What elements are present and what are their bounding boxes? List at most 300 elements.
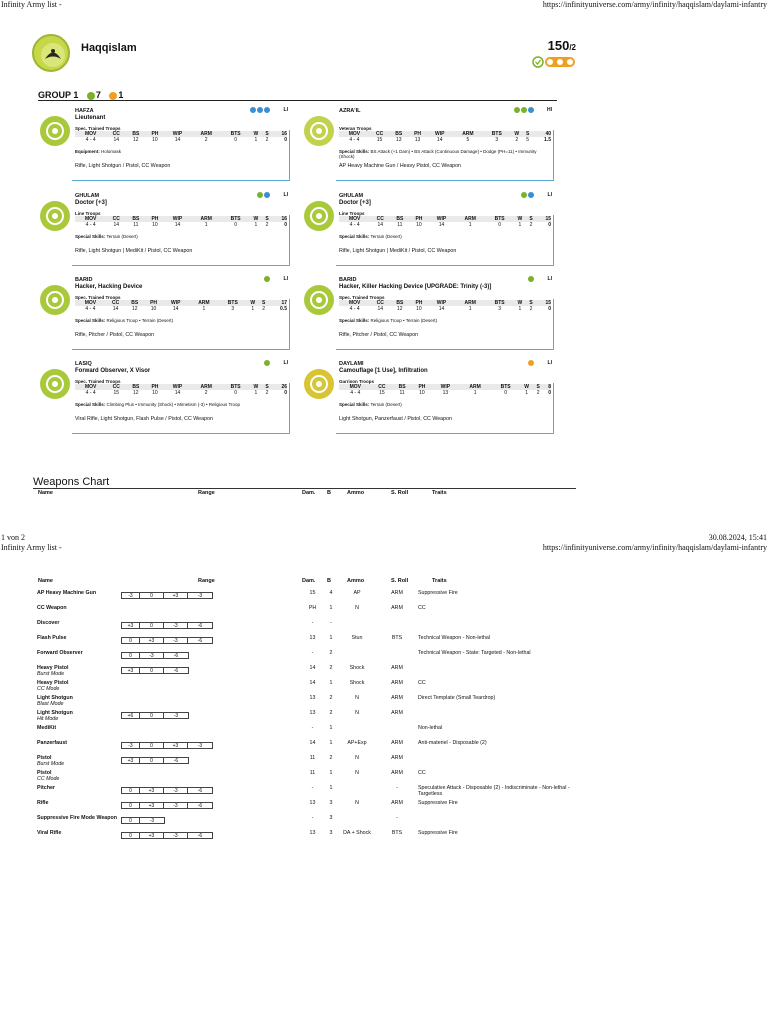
unit-troop-class: Garrison Troops — [339, 379, 375, 384]
stat-value: 14 — [174, 137, 181, 143]
unit-logo-icon — [304, 201, 334, 231]
unit-stats-table — [339, 384, 551, 396]
weapon-mode: CC Mode — [37, 776, 60, 782]
stat-value: 0 — [234, 390, 237, 396]
weapon-row — [37, 695, 588, 710]
stat-header: CC — [370, 216, 390, 222]
col-range: Range — [198, 578, 215, 584]
unit-stats-table — [75, 300, 287, 312]
stat-header: MOV — [339, 131, 370, 137]
unit-logo-icon — [40, 201, 70, 231]
stat-value: 1 — [473, 390, 477, 396]
stat-header: PH — [412, 384, 432, 390]
weapon-name-text: AP Heavy Machine Gun — [37, 590, 97, 596]
range-mod: -3 — [197, 743, 203, 749]
unit-equipment: AP Heavy Machine Gun / Heavy Pistol, CC Weapon — [339, 163, 461, 169]
weapon-range — [121, 725, 301, 740]
weapon-burst: 1 — [329, 740, 333, 746]
range-mod: +3 — [122, 668, 140, 674]
weapon-damage: 15 — [309, 590, 316, 596]
unit-stats-table — [75, 384, 287, 396]
stat-header: ARM — [452, 131, 483, 137]
unit-equipment: Rifle, Pitcher / Pistol, CC Weapon — [75, 332, 155, 338]
stat-value: 4 - 4 — [85, 390, 96, 396]
range-bar — [121, 667, 189, 674]
weapon-name — [37, 620, 121, 635]
weapon-traits: Technical Weapon - Non-lethal — [418, 635, 491, 641]
stat-header: BTS — [219, 300, 246, 306]
weapon-burst: 3 — [329, 830, 333, 836]
weapon-ammo — [338, 785, 376, 800]
weapon-burst: 2 — [329, 665, 333, 671]
stat-value: 1 — [254, 222, 258, 228]
weapon-ammo: N — [355, 755, 359, 761]
col-ammo: Ammo — [347, 490, 365, 496]
unit-card[interactable] — [302, 273, 554, 351]
range-mod: +3 — [140, 803, 164, 809]
unit-swc: 0 — [284, 137, 287, 143]
order-icon — [264, 192, 270, 198]
stat-header: WIP — [163, 300, 189, 306]
weapons-chart-divider — [33, 488, 576, 489]
card-border — [553, 383, 554, 433]
weapon-row — [37, 680, 588, 695]
stat-value: 0 — [234, 222, 237, 228]
stat-value: 3 — [498, 306, 501, 312]
stat-header: S — [259, 300, 268, 306]
stat-value: 4 - 4 — [85, 306, 96, 312]
range-mod: 0 — [122, 788, 140, 794]
stat-header: MOV — [75, 384, 106, 390]
range-mod: -3 — [140, 653, 164, 659]
stat-header: W — [249, 216, 262, 222]
order-icon — [264, 107, 270, 113]
range-mod: 0 — [140, 593, 164, 599]
weapon-traits: CC — [418, 770, 426, 776]
weapon-burst: 1 — [329, 635, 333, 641]
unit-card[interactable] — [38, 189, 290, 267]
stat-value: 11 — [397, 222, 403, 228]
weapon-name-text: Panzerfaust — [37, 740, 68, 746]
weapon-name — [37, 605, 121, 620]
weapon-name — [37, 680, 121, 695]
stat-value: 4 - 4 — [349, 222, 360, 228]
skills-label: Special Skills: — [339, 149, 370, 154]
order-icon — [264, 360, 270, 366]
weapon-save-roll — [376, 620, 418, 635]
weapon-traits: Suppressive Fire — [418, 590, 458, 596]
weapon-range — [121, 620, 301, 635]
stat-header: WIP — [165, 216, 191, 222]
weapon-name-text: Pistol — [37, 770, 52, 776]
card-border — [289, 383, 290, 433]
weapon-traits: CC — [418, 605, 426, 611]
weapon-name-text: Pitcher — [37, 785, 55, 791]
range-mod: +3 — [140, 788, 164, 794]
range-bar — [121, 592, 213, 599]
range-mod: -6 — [197, 788, 203, 794]
weapon-row — [37, 755, 588, 770]
stat-value: 5 — [526, 137, 530, 143]
range-mod: -3 — [164, 623, 188, 629]
unit-option: Doctor [+3] — [339, 200, 371, 206]
range-mod: +3 — [140, 638, 164, 644]
stat-value: 1 — [204, 222, 208, 228]
weapon-name — [37, 695, 121, 710]
stat-value: 15 — [379, 390, 385, 396]
unit-logo-icon — [304, 116, 334, 146]
weapon-burst: 4 — [329, 590, 333, 596]
unit-order-badges — [527, 276, 534, 284]
stat-value: 15 — [376, 137, 383, 143]
stat-header: MOV — [339, 384, 372, 390]
card-border — [553, 130, 554, 180]
order-icon — [528, 107, 534, 113]
range-mod: -3 — [149, 818, 155, 824]
page-title: Infinity Army list - — [1, 0, 62, 9]
unit-type: LI — [547, 276, 552, 282]
stat-header: MOV — [339, 300, 370, 306]
weapon-save-roll — [376, 650, 418, 665]
stat-header: BS — [126, 384, 145, 390]
stat-header: ARM — [191, 216, 222, 222]
unit-type: LI — [283, 276, 288, 282]
range-mod: 0 — [122, 803, 140, 809]
range-mod: 0 — [122, 638, 140, 644]
regular-order-icon — [87, 92, 95, 100]
weapon-ammo: N — [355, 695, 359, 701]
stat-header: BS — [126, 131, 145, 137]
weapons-table — [37, 590, 588, 845]
unit-skills — [339, 149, 549, 159]
weapon-burst: 1 — [329, 680, 333, 686]
weapon-ammo: Shock — [349, 665, 365, 671]
stat-header: PH — [145, 384, 164, 390]
weapon-name — [37, 740, 121, 755]
range-mod: +3 — [164, 593, 188, 599]
unit-troop-class: Spec. Trained Troops — [75, 295, 121, 300]
unit-skills — [75, 402, 285, 407]
weapon-name-text: Heavy Pistol — [37, 680, 69, 686]
stat-header: WIP — [429, 300, 455, 306]
unit-points: 15 — [536, 300, 551, 306]
card-divider — [336, 265, 554, 266]
weapon-row — [37, 710, 588, 725]
order-icon — [250, 107, 256, 113]
unit-option: Hacker, Killer Hacking Device [UPGRADE: Trinity (-3)] — [339, 284, 492, 290]
order-icon — [521, 192, 527, 198]
weapon-name-text: Light Shotgun — [37, 695, 73, 701]
card-border — [289, 215, 290, 265]
unit-skills — [339, 234, 549, 239]
stat-header: S — [533, 384, 543, 390]
weapons-chart-title: Weapons Chart — [33, 476, 110, 488]
unit-card[interactable] — [38, 357, 290, 435]
stat-header: MOV — [75, 131, 106, 137]
group-label: GROUP 1 — [38, 90, 79, 100]
weapon-range — [121, 755, 301, 770]
stat-value: 14 — [174, 390, 181, 396]
stat-value: 10 — [152, 222, 158, 228]
order-icon — [264, 276, 270, 282]
stat-value: 10 — [152, 137, 158, 143]
unit-order-badges — [263, 360, 270, 368]
unit-card[interactable] — [38, 104, 290, 182]
weapon-save-roll: ARM — [391, 695, 403, 701]
stat-header: S — [526, 216, 535, 222]
stat-value: 3 — [495, 137, 499, 143]
unit-type: LI — [547, 360, 552, 366]
page-title: Infinity Army list - — [1, 543, 62, 552]
stat-header: ARM — [191, 131, 222, 137]
weapon-row — [37, 800, 588, 815]
range-mod: 0 — [140, 668, 164, 674]
col-b: B — [327, 578, 331, 584]
stat-value: 4 - 4 — [85, 137, 96, 143]
weapon-burst: 1 — [329, 725, 333, 731]
stat-header: CC — [106, 384, 126, 390]
range-bar — [121, 652, 189, 659]
weapon-damage: - — [311, 620, 314, 626]
range-mod: -6 — [197, 803, 203, 809]
weapon-save-roll: BTS — [391, 830, 403, 836]
weapon-name — [37, 830, 121, 845]
weapon-burst: 2 — [329, 710, 333, 716]
stat-value: 0 — [234, 137, 237, 143]
weapon-row — [37, 785, 588, 800]
stat-value: 10 — [416, 306, 422, 312]
weapon-damage: 11 — [309, 770, 316, 776]
weapon-save-roll: BTS — [391, 635, 403, 641]
stat-header: CC — [106, 131, 126, 137]
stat-value: 10 — [416, 222, 422, 228]
stat-value: 1 — [254, 390, 258, 396]
unit-card[interactable] — [38, 273, 290, 351]
weapon-row — [37, 650, 588, 665]
weapon-range — [121, 680, 301, 695]
unit-order-badges — [527, 360, 534, 368]
order-icon — [521, 107, 527, 113]
range-bar — [121, 637, 213, 644]
weapon-mode: Blast Mode — [37, 701, 64, 707]
stat-value: 14 — [172, 306, 179, 312]
col-range: Range — [198, 490, 215, 496]
unit-skills — [75, 318, 285, 323]
unit-type: LI — [547, 192, 552, 198]
card-border — [553, 215, 554, 265]
unit-points: 26 — [272, 384, 287, 390]
unit-name: BARID — [75, 277, 93, 283]
stat-header: S — [262, 131, 271, 137]
weapon-damage: 14 — [309, 680, 316, 686]
weapon-save-roll: ARM — [391, 740, 403, 746]
weapon-row — [37, 665, 588, 680]
weapon-name — [37, 800, 121, 815]
weapon-traits: Speculative Attack - Disposable (2) - Indiscriminate - Non-lethal - Targetless — [418, 785, 570, 797]
unit-points: 16 — [272, 131, 287, 137]
weapon-name-text: Discover — [37, 620, 60, 626]
unit-points: 16 — [272, 216, 287, 222]
range-mod: -3 — [122, 743, 140, 749]
stat-value: 0 — [498, 222, 501, 228]
unit-type: HI — [547, 107, 552, 113]
stat-value: 11 — [133, 222, 139, 228]
unit-skills — [75, 149, 285, 154]
weapon-range — [121, 650, 301, 665]
print-timestamp: 30.08.2024, 15:41 — [708, 533, 767, 542]
unit-troop-class: Spec. Trained Troops — [75, 379, 121, 384]
range-mod: 0 — [140, 623, 164, 629]
unit-stats-table — [339, 216, 551, 228]
stat-header: PH — [409, 300, 428, 306]
weapon-damage: 13 — [309, 695, 316, 701]
stat-header: PH — [144, 300, 163, 306]
stat-header: W — [249, 384, 262, 390]
stat-value: 4 - 4 — [349, 137, 360, 143]
range-bar — [121, 622, 213, 629]
weapon-name-text: Suppressive Fire Mode Weapon — [37, 815, 117, 821]
range-mod: -6 — [197, 833, 203, 839]
stat-header: MOV — [75, 216, 106, 222]
range-mod: 0 — [122, 653, 140, 659]
unit-stats-table — [339, 300, 551, 312]
stat-header: W — [520, 384, 534, 390]
stat-value: 1 — [525, 390, 529, 396]
weapon-burst: 2 — [329, 650, 333, 656]
unit-swc: 0 — [284, 222, 287, 228]
stat-header: BS — [389, 131, 408, 137]
stat-header: BS — [390, 216, 409, 222]
range-bar — [121, 787, 213, 794]
weapon-range — [121, 830, 301, 845]
order-icon — [257, 107, 263, 113]
card-divider — [336, 180, 554, 181]
weapon-name — [37, 665, 121, 680]
card-divider — [72, 433, 290, 434]
col-ammo: Ammo — [347, 578, 365, 584]
weapon-row — [37, 590, 588, 605]
page-url[interactable]: https://infinityuniverse.com/army/infinity/haqqislam/daylami-infantry — [542, 543, 767, 552]
unit-points: 8 — [543, 384, 551, 390]
stat-header: CC — [106, 300, 126, 306]
skills-text: Holomask — [101, 149, 122, 154]
range-mod: -6 — [197, 623, 203, 629]
weapon-ammo: AP+Exp — [347, 740, 367, 746]
unit-swc: 0.5 — [280, 306, 287, 312]
weapon-burst: 3 — [329, 800, 333, 806]
weapon-save-roll: ARM — [391, 770, 403, 776]
skills-text: Religious Troop • Terrain (Desert) — [106, 318, 174, 323]
stat-value: 12 — [131, 306, 138, 312]
stat-header: S — [262, 216, 271, 222]
weapon-name — [37, 650, 121, 665]
unit-card[interactable] — [302, 104, 554, 182]
weapon-range — [121, 710, 301, 725]
stat-value: 12 — [133, 390, 139, 396]
skills-label: Special Skills: — [75, 234, 106, 239]
stat-header: CC — [106, 216, 126, 222]
weapon-damage: 14 — [309, 665, 316, 671]
stat-value: 14 — [113, 222, 120, 228]
stat-value: 13 — [414, 137, 421, 143]
unit-swc: 1.5 — [544, 137, 551, 143]
card-divider — [336, 433, 554, 434]
unit-card[interactable] — [302, 357, 554, 435]
stat-value: 13 — [442, 390, 449, 396]
unit-troop-class: Veteran Troops — [339, 126, 372, 131]
range-mod: -3 — [173, 713, 179, 719]
weapon-name — [37, 725, 121, 740]
unit-type: LI — [283, 360, 288, 366]
weapon-ammo — [338, 620, 376, 635]
range-bar — [121, 817, 165, 824]
stat-header: MOV — [75, 300, 106, 306]
weapon-ammo: Shock — [349, 680, 365, 686]
stat-header: BTS — [222, 384, 250, 390]
weapon-save-roll: ARM — [391, 800, 403, 806]
weapon-damage: 14 — [309, 740, 316, 746]
weapon-save-roll — [376, 725, 418, 740]
stat-value: 5 — [466, 137, 470, 143]
stat-value: 1 — [518, 222, 522, 228]
weapon-name-text: Flash Pulse — [37, 635, 67, 641]
weapon-traits — [418, 755, 588, 770]
unit-option: Forward Observer, X Visor — [75, 368, 151, 374]
stat-header: WIP — [429, 216, 455, 222]
unit-troop-class: Line Troops — [339, 211, 365, 216]
unit-card[interactable] — [302, 189, 554, 267]
group-header — [38, 90, 123, 100]
unit-swc: 0 — [548, 222, 551, 228]
weapon-mode: CC Mode — [37, 686, 60, 692]
weapon-ammo: N — [355, 710, 359, 716]
range-bar — [121, 742, 213, 749]
stat-value: 0 — [504, 390, 508, 396]
stat-value: 2 — [536, 390, 540, 396]
weapon-mode: Burst Mode — [37, 761, 65, 767]
col-name: Name — [38, 490, 53, 496]
stat-header: WIP — [427, 131, 453, 137]
weapon-name-text: Light Shotgun — [37, 710, 73, 716]
weapon-traits — [418, 620, 588, 635]
army-status-icons — [532, 55, 576, 73]
card-divider — [72, 180, 290, 181]
card-divider — [336, 349, 554, 350]
page-url[interactable]: https://infinityuniverse.com/army/infinity/haqqislam/daylami-infantry — [542, 0, 767, 9]
haqqislam-logo-icon — [32, 34, 70, 72]
weapon-damage: 13 — [309, 800, 316, 806]
weapon-damage: - — [311, 650, 314, 656]
stat-value: 4 - 4 — [350, 390, 361, 396]
stat-header: PH — [409, 216, 428, 222]
unit-logo-icon — [40, 285, 70, 315]
col-traits: Traits — [432, 490, 447, 496]
unit-equipment: Rifle, Pitcher / Pistol, CC Weapon — [339, 332, 419, 338]
weapon-traits: Non-lethal — [418, 725, 443, 731]
group-impetuous: 1 — [118, 90, 124, 100]
range-mod: -3 — [164, 638, 188, 644]
weapon-ammo: N — [355, 605, 359, 611]
unit-option: Lieutenant — [75, 115, 106, 121]
weapon-burst: 1 — [329, 785, 333, 791]
weapon-damage: 13 — [309, 710, 316, 716]
skills-text: Terrain (Desert) — [370, 234, 402, 239]
stat-header: S — [523, 131, 532, 137]
weapon-row — [37, 740, 588, 755]
stat-value: 2 — [204, 390, 208, 396]
stat-value: 14 — [174, 222, 181, 228]
weapon-row — [37, 605, 588, 620]
